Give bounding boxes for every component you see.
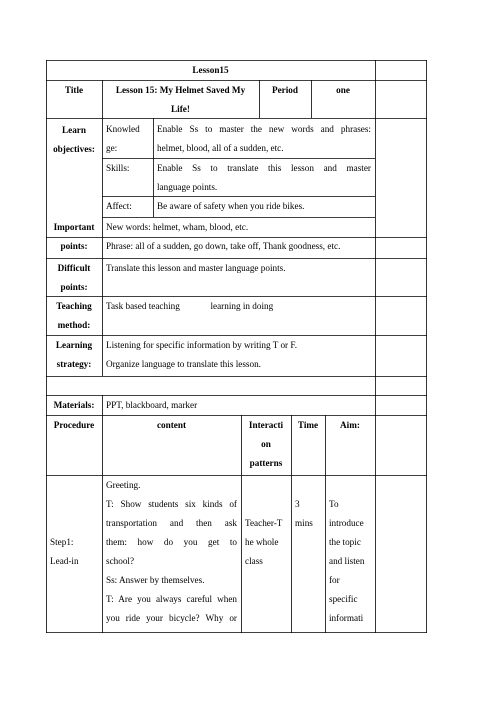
step1-label-line1: Step1: (50, 537, 74, 547)
knowledge-line2: helmet, blood, all of a sudden, etc. (157, 143, 284, 153)
period-label: Period (271, 85, 299, 95)
period-value-cell (311, 81, 375, 118)
important-text-cell (102, 218, 375, 257)
teaching-method-b: learning in doing (210, 301, 274, 311)
interaction-header-line3: patterns (249, 458, 283, 468)
step1-interaction-line: Teacher-T (245, 518, 283, 528)
difficult-label-line1: Difficult (57, 263, 91, 273)
knowledge-text-cell (153, 119, 375, 158)
skills-line2: language points. (157, 182, 218, 192)
procedure-header-cell (46, 416, 102, 475)
objectives-label-line1: Learn (62, 125, 86, 135)
teaching-label-line1: Teaching (56, 301, 92, 311)
step1-aim-line: To (329, 499, 339, 509)
objectives-label-line2: objectives: (53, 144, 95, 154)
important-label-line1: Important (53, 222, 95, 232)
interaction-header-line2: on (261, 439, 271, 449)
skills-label-cell (102, 159, 153, 196)
important-line2: Phrase: all of a sudden, go down, take off, Thank goodness, etc. (106, 241, 341, 251)
affect-label-cell (102, 197, 153, 217)
time-header: Time (297, 420, 319, 430)
learning-label-line1: Learning (55, 340, 93, 350)
skills-label: Skills: (106, 163, 130, 173)
step1-aim-line: informati (329, 613, 364, 623)
materials-text: PPT, blackboard, marker (106, 400, 198, 410)
teaching-method-a: Task based teaching (106, 301, 180, 311)
title-label-cell (46, 81, 102, 118)
difficult-text-cell (102, 259, 375, 296)
step1-content-line: Greeting. (106, 480, 141, 490)
materials-text-cell (102, 396, 375, 415)
knowledge-label-line1: Knowled (106, 124, 140, 134)
interaction-header-line1: Interacti (248, 420, 284, 430)
teaching-label-cell (46, 297, 102, 335)
content-header-cell (102, 416, 241, 475)
step1-content-line: T: Are you always careful when (106, 594, 237, 604)
period-value: one (336, 85, 350, 95)
affect-text-cell (153, 197, 375, 217)
step1-time-line: 3 (295, 499, 300, 509)
title-value-line2: Life! (171, 104, 190, 114)
step1-content-line: them: how do you get to (106, 537, 237, 547)
step1-interaction-line: he whole (245, 537, 279, 547)
important-label-line2: points: (60, 241, 88, 251)
title-value-line1: Lesson 15: My Helmet Saved My (115, 85, 246, 95)
skills-text-cell (153, 159, 375, 196)
learning-text-cell (102, 336, 375, 376)
step1-label-cell (46, 533, 102, 573)
knowledge-label-line2: ge: (106, 143, 118, 153)
lesson-header (46, 61, 375, 80)
materials-label-cell (46, 396, 102, 415)
step1-aim-cell (325, 495, 375, 632)
learning-label-line2: strategy: (56, 359, 92, 369)
period-label-cell (259, 81, 311, 118)
difficult-text: Translate this lesson and master language points. (106, 263, 286, 273)
interaction-header-cell (241, 416, 291, 475)
step1-content-line: T: Show students six kinds of (106, 499, 237, 509)
step1-content-cell (102, 476, 241, 632)
step1-aim-line: for (329, 575, 340, 585)
materials-label: Materials: (53, 400, 95, 410)
aim-header: Aim: (340, 420, 360, 430)
procedure-header: Procedure (53, 420, 95, 430)
important-line1: New words: helmet, wham, blood, etc. (106, 222, 249, 232)
affect-label: Affect: (106, 201, 132, 211)
learning-line2: Organize language to translate this lesson. (106, 359, 261, 369)
step1-interaction-cell (241, 514, 291, 572)
skills-line1: Enable Ss to translate this lesson and master (157, 163, 371, 173)
important-label-cell (46, 218, 102, 257)
step1-content-line: school? (106, 556, 135, 566)
time-header-cell (291, 416, 325, 475)
teaching-text-cell (102, 297, 375, 335)
knowledge-line1: Enable Ss to master the new words and phrases: (157, 124, 371, 134)
title-label: Title (64, 85, 84, 95)
learning-line1: Listening for specific information by writing T or F. (106, 340, 298, 350)
step1-aim-line: the topic (329, 537, 361, 547)
difficult-label-line2: points: (60, 282, 88, 292)
affect-text: Be aware of safety when you ride bikes. (157, 201, 305, 211)
title-value-cell (102, 81, 259, 118)
teaching-label-line2: method: (57, 320, 91, 330)
aim-header-cell (325, 416, 375, 475)
step1-aim-line: and listen (329, 556, 365, 566)
difficult-label-cell (46, 259, 102, 296)
step1-time-line: mins (295, 518, 313, 528)
lesson-title: Lesson15 (192, 65, 229, 75)
step1-content-line: Ss: Answer by themselves. (106, 575, 205, 585)
knowledge-label-cell (102, 119, 153, 158)
step1-interaction-line: class (245, 556, 263, 566)
step1-aim-line: specific (329, 594, 358, 604)
step1-label-line2: Lead-in (50, 556, 79, 566)
step1-time-cell (291, 495, 325, 535)
step1-aim-line: introduce (329, 518, 364, 528)
content-header: content (156, 420, 187, 430)
learning-label-cell (46, 336, 102, 376)
step1-content-line: transportation and then ask (106, 518, 237, 528)
step1-content-line: you ride your bicycle? Why or (106, 613, 237, 623)
